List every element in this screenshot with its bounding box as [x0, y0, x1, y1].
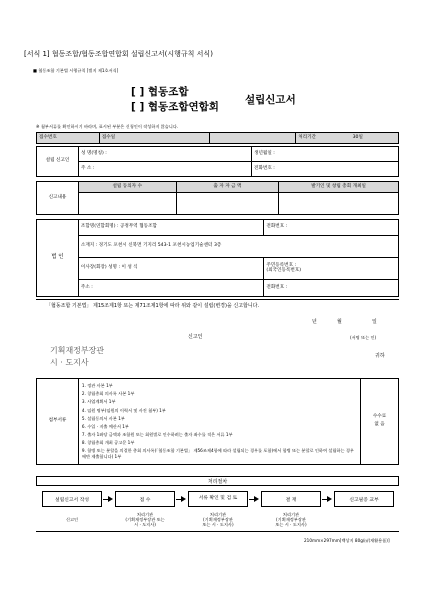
step-caption: 처리기관 (기획재정부장관 또는 시 · 도지사) — [125, 512, 165, 527]
process-bottom-divider — [36, 531, 399, 532]
corporation-section-label: 법 인 — [37, 220, 79, 297]
fee-label: 수수료 — [372, 414, 387, 420]
report-table — [36, 181, 399, 215]
title-cooperative: [ ] 협동조합 — [131, 86, 189, 98]
instruction-note: ※ 첨부서류를 확인하시기 바라며, 표시된 부분은 신청인이 작성하지 않습니다. — [36, 124, 179, 129]
receipt-date-label: 접수일 — [99, 133, 209, 144]
step-issue-certificate: 신고필증 교부 — [334, 491, 394, 507]
step-arrow-icon — [108, 496, 113, 502]
processing-period-label: 처리기간 — [296, 133, 351, 144]
attachment-item: 4. 임원 명부(임원의 이력서 및 사진 첨부) 1부 — [81, 407, 166, 413]
applicant-address-field[interactable]: 주 소 : — [79, 162, 252, 177]
attachment-item: 8. 창립총회 개최 공고문 1부 — [81, 440, 135, 446]
sign-note: (서명 또는 인) — [350, 335, 377, 340]
step-arrow-icon — [254, 496, 259, 502]
date-month-label: 월 — [337, 319, 342, 325]
step-write-application: 설립신고서 작성 — [42, 491, 102, 507]
declaration-text: 「협동조합 기본법」 제15조제1항 또는 제71조제1항에 따라 위와 같이 설립(변경)을 신고합니다. — [46, 303, 260, 309]
rrn-label: 주민등록번호 : — [266, 262, 297, 268]
attachment-item: 7. 출자 1좌당 금액과 조합원 또는 회원별로 인수하려는 출자 좌수를 적은 서류 1부 — [81, 432, 233, 438]
processing-period-value: 30일 — [351, 133, 399, 144]
applicant-table — [36, 146, 399, 177]
step-caption: 처리기관 (기획재정부장관 또는 시 · 도지사) — [202, 512, 234, 527]
report-section-label: 신고내용 — [37, 182, 79, 215]
capital-amount-field[interactable] — [176, 193, 279, 215]
attachments-label: 첨부서류 — [37, 379, 79, 465]
signer-label: 신고인 — [188, 334, 203, 340]
attachment-item: 2. 창립총회 의사록 사본 1부 — [81, 391, 135, 397]
step-document-review: 서류 확인 및 검 토 — [188, 491, 248, 507]
title-suffix: 설립신고서 — [245, 94, 296, 106]
meeting-date-header: 발기인 및 창립 총회 개최일 — [279, 182, 399, 193]
step-arrow-icon — [181, 496, 186, 502]
step-caption: 처리기관 (기획재정부장관 또는 시 · 도지사) — [275, 512, 307, 527]
receipt-blank — [209, 133, 296, 144]
addressee-city: 시 · 도지사 — [50, 358, 89, 367]
addressee-ministry: 기획재정부장관 — [50, 346, 105, 355]
representative-rrn-field[interactable] — [264, 258, 399, 280]
representative-address-field[interactable]: 주소 : — [78, 280, 264, 297]
fee-value: 없 음 — [374, 422, 385, 427]
corporation-table — [36, 219, 399, 297]
attachments-table — [36, 378, 399, 465]
representative-phone-field[interactable]: 전화번호 : — [264, 280, 399, 297]
corporation-location-field[interactable]: 소재지 : 경기도 포천시 신북면 기지리 543-1 포천시농업기술센터 3층 — [78, 236, 398, 258]
founders-count-field[interactable] — [78, 193, 176, 215]
attachment-item: 5. 설립동의서 사본 1부 — [81, 415, 125, 421]
corporation-name-field[interactable]: 조합명(연합회명) : 공정무역 협동조합 — [78, 220, 264, 236]
paper-spec: 210mm×297mm[백상지 80g/㎡(재활용품)] — [304, 538, 390, 543]
applicant-section-label: 설립 신고인 — [37, 147, 79, 177]
attachment-item: 9. 합병 또는 분할을 의결한 총회 의사록(「협동조합 기본법」 제56조제4항에 따라 설립되는 경우를 포함)에서 합병 또는 분할로 인하여 설립하는 경우에만 제출합니다) 1부 — [81, 447, 354, 459]
declaration-divider — [36, 299, 399, 300]
step-caption: 신고인 — [65, 517, 79, 522]
step-receipt: 접 수 — [115, 491, 175, 507]
title-federation: [ ] 협동조합연합회 — [131, 101, 219, 113]
representative-name-field[interactable]: 이사장(회장) 성명 : 이 성 식 — [78, 258, 264, 280]
step-approval: 결 재 — [261, 491, 321, 507]
fee-cell — [361, 379, 399, 465]
step-arrow-icon — [327, 496, 332, 502]
attachments-list — [78, 379, 360, 465]
rrn-sublabel: (외국인등록번호) — [266, 267, 302, 273]
process-section-label: 처리절차 — [36, 476, 399, 486]
honorific-label: 귀하 — [375, 353, 385, 359]
founders-count-header: 설립 동의자 수 — [78, 182, 176, 193]
capital-amount-header: 출 자 자 금 액 — [176, 182, 279, 193]
applicant-birth-field[interactable]: 생년월일 : — [252, 147, 399, 162]
form-subnote: ■ 협동조합 기본법 시행규칙 [별지 제1호서식] — [33, 68, 119, 73]
application-form-table — [36, 132, 399, 144]
date-year-label: 년 — [312, 319, 317, 325]
attachment-item: 1. 정관 사본 1부 — [81, 383, 113, 388]
attachment-item: 6. 수입 · 지출 예산서 1부 — [81, 424, 129, 430]
corporation-phone-field[interactable]: 전화번호 : — [264, 220, 399, 236]
meeting-date-field[interactable] — [279, 193, 399, 215]
applicant-name-field[interactable]: 성 명(명칭) : — [79, 147, 252, 162]
date-day-label: 일 — [372, 319, 377, 325]
receipt-no-label: 접수번호 — [37, 133, 100, 144]
form-reference: [서식 1] 협동조합/협동조합연합회 설립신고서(시행규칙 서식) — [24, 50, 213, 58]
attachment-item: 3. 사업계획서 1부 — [81, 399, 116, 405]
applicant-phone-field[interactable]: 전화번호 : — [252, 162, 399, 177]
